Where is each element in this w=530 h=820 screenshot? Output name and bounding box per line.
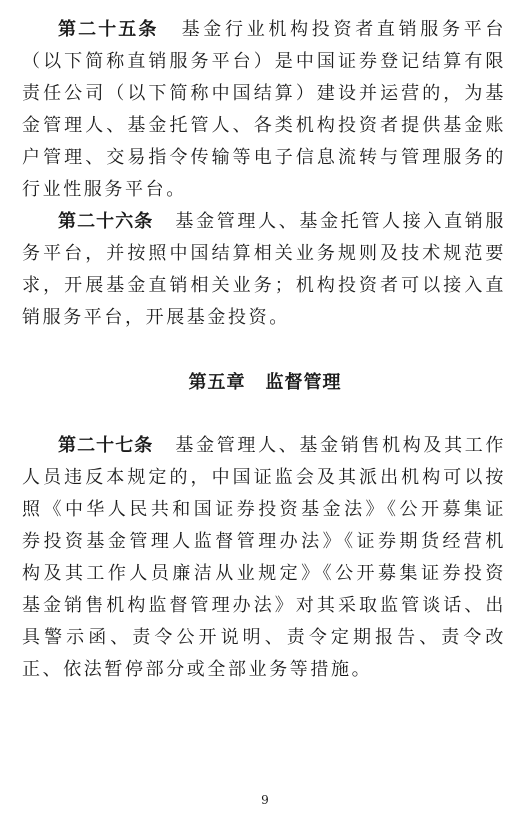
article-text: 基金管理人、基金托管人接入直销服务平台，并按照中国结算相关业务规则及技术规范要求，开展基金直销相关业务；机构投资者可以接入直销服务平台，开展基金投资。 (22, 211, 507, 328)
article-number: 第二十五条 (58, 19, 159, 40)
article-number: 第二十七条 (58, 435, 154, 456)
article-number: 第二十六条 (58, 211, 154, 232)
article-25 (22, 14, 506, 206)
chapter-title: 监督管理 (265, 372, 342, 393)
article-26 (22, 206, 506, 334)
article-27 (22, 430, 506, 686)
chapter-number: 第五章 (188, 372, 246, 393)
article-text: 基金管理人、基金销售机构及其工作人员违反本规定的，中国证监会及其派出机构可以按照《中华人民共和国证券投资基金法》《公开募集证券投资基金管理人监督管理办法》《证券期货经营机构及其工作人员廉洁从业规定》《公开募集证券投资基金销售机构监督管理办法》对其采取监管谈话、出具警示函、责令公开说明、责令定期报告、责令改正、依法暂停部分或全部业务等措施。 (22, 435, 507, 680)
article-text: 基金行业机构投资者直销服务平台（以下简称直销服务平台）是中国证券登记结算有限责任公司（以下简称中国结算）建设并运营的，为基金管理人、基金托管人、各类机构投资者提供基金账户管理、交易指令传输等电子信息流转与管理服务的行业性服务平台。 (22, 19, 506, 200)
chapter-heading (0, 368, 530, 394)
page-number: 9 (261, 793, 269, 807)
